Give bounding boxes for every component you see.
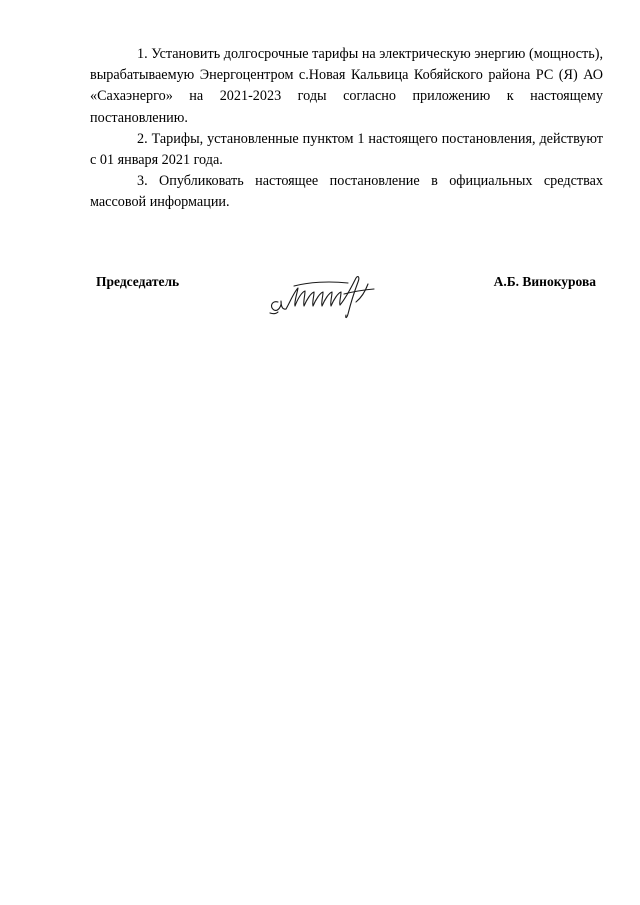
- paragraph-3: 3. Опубликовать настоящее постановление в официальных средствах массовой информации.: [90, 173, 603, 211]
- signature-block: [96, 274, 596, 334]
- paragraph-1: 1. Установить долгосрочные тарифы на электрическую энергию (мощность), вырабатываемую Энергоцентром с.Новая Кальвица Кобяйского района РС (Я) АО «Сахаэнерго» на 2021-2023 годы согласно приложению к настоящему постановлению.: [90, 46, 603, 126]
- signatory-name: А.Б. Винокурова: [493, 274, 596, 289]
- signatory-title: Председатель: [96, 274, 180, 289]
- paragraph-2: 2. Тарифы, установленные пунктом 1 настоящего постановления, действуют с 01 января 2021 года.: [90, 130, 603, 169]
- handwritten-signature: [264, 272, 392, 322]
- document-body: [90, 44, 603, 214]
